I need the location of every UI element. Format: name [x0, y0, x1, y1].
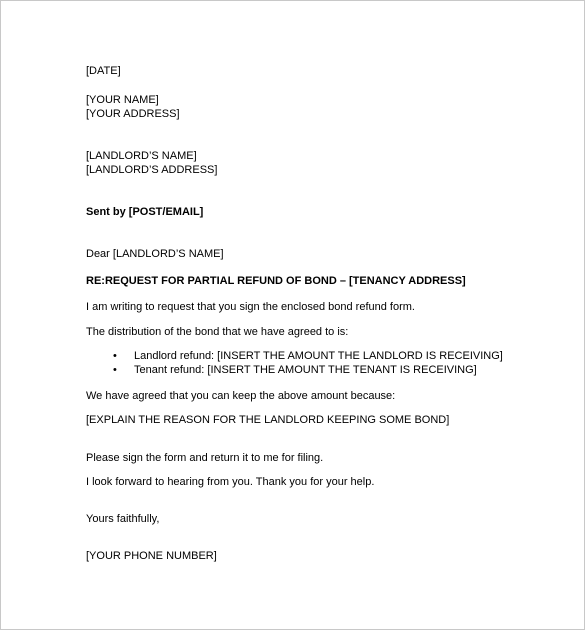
phone-line: [YOUR PHONE NUMBER] [86, 550, 217, 562]
sender-name: [YOUR NAME] [86, 94, 159, 106]
paragraph-distribution: The distribution of the bond that we have agreed to is: [86, 326, 349, 338]
paragraph-reason: [EXPLAIN THE REASON FOR THE LANDLORD KEEPING SOME BOND] [86, 414, 450, 426]
bullet-icon: • [113, 350, 117, 362]
bullet-icon: • [113, 364, 117, 376]
date-line: [DATE] [86, 65, 121, 77]
bullet-landlord-refund: Landlord refund: [INSERT THE AMOUNT THE LANDLORD IS RECEIVING] [134, 350, 503, 362]
paragraph-agreed: We have agreed that you can keep the above amount because: [86, 390, 396, 402]
bullet-tenant-refund: Tenant refund: [INSERT THE AMOUNT THE TENANT IS RECEIVING] [134, 364, 477, 376]
subject-line: RE:REQUEST FOR PARTIAL REFUND OF BOND – [TENANCY ADDRESS] [86, 275, 466, 287]
sent-by-line: Sent by [POST/EMAIL] [86, 206, 204, 218]
recipient-name: [LANDLORD’S NAME] [86, 150, 197, 162]
salutation: Dear [LANDLORD’S NAME] [86, 248, 224, 260]
recipient-address: [LANDLORD’S ADDRESS] [86, 164, 218, 176]
closing-line: Yours faithfully, [86, 513, 160, 525]
paragraph-sign: Please sign the form and return it to me for filing. [86, 452, 324, 464]
paragraph-request: I am writing to request that you sign the enclosed bond refund form. [86, 301, 415, 313]
sender-address: [YOUR ADDRESS] [86, 108, 180, 120]
paragraph-thanks: I look forward to hearing from you. Thank you for your help. [86, 476, 375, 488]
